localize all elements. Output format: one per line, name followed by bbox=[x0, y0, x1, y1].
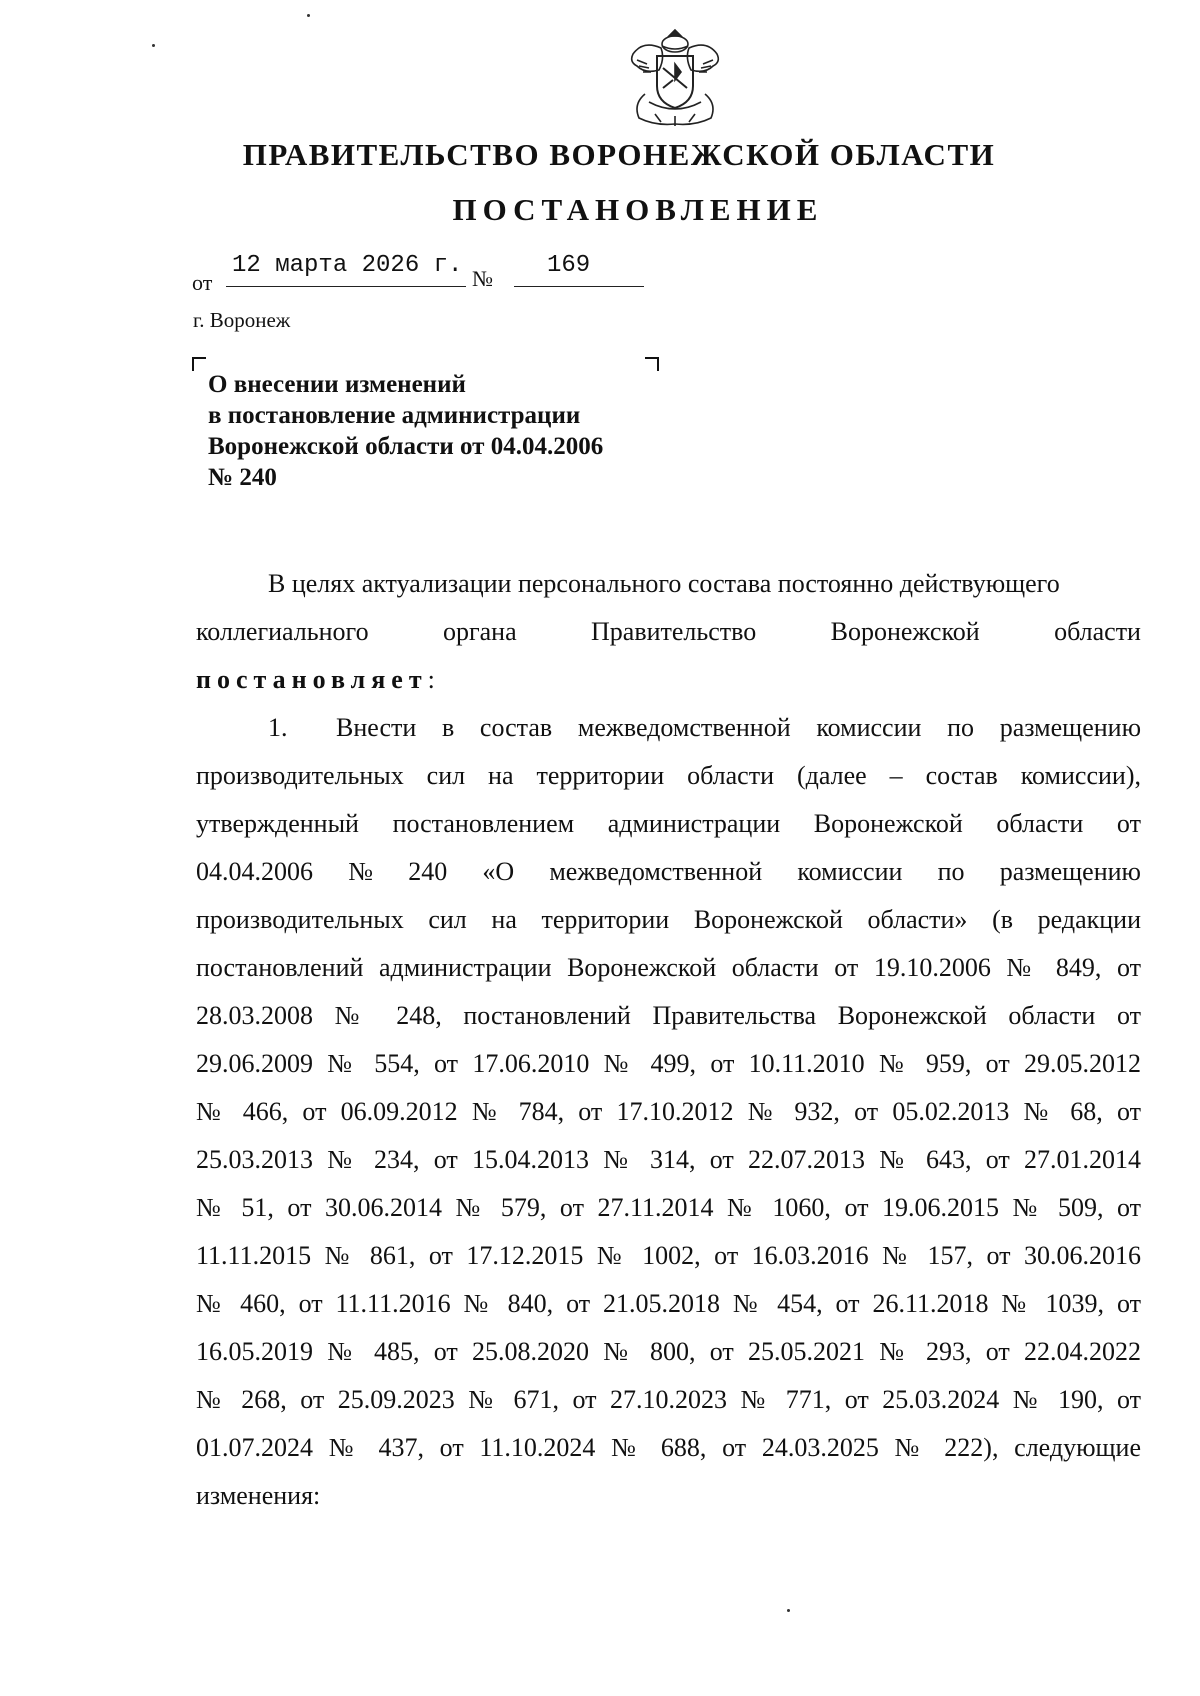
body-line bbox=[196, 1376, 1141, 1424]
body-text: производительных сил на территории Воронежской области» (в редакции bbox=[196, 905, 1141, 934]
date-value: 12 марта 2026 г. bbox=[232, 252, 463, 279]
body-word: утвержденный bbox=[196, 809, 359, 838]
item-line bbox=[196, 704, 1141, 752]
body-text: Внести в состав межведомственной комиссии по размещению bbox=[336, 713, 1141, 742]
body-text: № 460, от 11.11.2016 № 840, от 21.05.2018 № 454, от 26.11.2018 № 1039, от bbox=[196, 1289, 1141, 1318]
body-line bbox=[196, 1184, 1141, 1232]
body-text: № 268, от 25.09.2023 № 671, от 27.10.2023 № 771, от 25.03.2024 № 190, от bbox=[196, 1385, 1141, 1414]
body-line bbox=[196, 848, 1141, 896]
body-word: 04.04.2006 bbox=[196, 857, 313, 886]
body-lines bbox=[196, 752, 1141, 1472]
body-text: производительных сил на территории области (далее – состав комиссии), bbox=[196, 761, 1141, 790]
body-word: Воронежской bbox=[830, 617, 980, 646]
decree-word: постановляет bbox=[196, 665, 428, 694]
body-line bbox=[196, 560, 1141, 608]
body-line bbox=[196, 1424, 1141, 1472]
body-text: 29.06.2009 № 554, от 17.06.2010 № 499, от 10.11.2010 № 959, от 29.05.2012 bbox=[196, 1049, 1141, 1078]
body-line bbox=[196, 1328, 1141, 1376]
body-line bbox=[196, 1040, 1141, 1088]
decree-colon: : bbox=[427, 665, 435, 694]
body-text: № 466, от 06.09.2012 № 784, от 17.10.2012 № 932, от 05.02.2013 № 68, от bbox=[196, 1097, 1141, 1126]
body-word: области bbox=[996, 809, 1084, 838]
body-word: «О bbox=[482, 857, 515, 886]
subject-block bbox=[208, 369, 688, 493]
scan-speck bbox=[787, 1609, 790, 1612]
body-word: № bbox=[348, 857, 373, 886]
body-word: от bbox=[1116, 809, 1141, 838]
coat-of-arms-emblem bbox=[615, 24, 735, 134]
body-word: Правительство bbox=[591, 617, 757, 646]
scan-speck bbox=[152, 44, 155, 47]
city: г. Воронеж bbox=[193, 308, 291, 332]
body-text: № 51, от 30.06.2014 № 579, от 27.11.2014 № 1060, от 19.06.2015 № 509, от bbox=[196, 1193, 1141, 1222]
body-line bbox=[196, 1136, 1141, 1184]
body-word: комиссии bbox=[797, 857, 903, 886]
body-word: постановлением bbox=[392, 809, 575, 838]
body-text: 25.03.2013 № 234, от 15.04.2013 № 314, от 22.07.2013 № 643, от 27.01.2014 bbox=[196, 1145, 1141, 1174]
body-word: коллегиального bbox=[196, 617, 369, 646]
body-line bbox=[196, 752, 1141, 800]
document-kind-title: ПОСТАНОВЛЕНИЕ bbox=[452, 192, 824, 227]
body-line bbox=[196, 608, 1141, 656]
subject-line: № 240 bbox=[208, 464, 277, 491]
body-line bbox=[196, 896, 1141, 944]
body-line-last bbox=[196, 1472, 1141, 1520]
body-text: 01.07.2024 № 437, от 11.10.2024 № 688, от 24.03.2025 № 222), следующие bbox=[196, 1433, 1141, 1462]
body-word: размещению bbox=[999, 857, 1141, 886]
government-title: ПРАВИТЕЛЬСТВО ВОРОНЕЖСКОЙ ОБЛАСТИ bbox=[242, 137, 996, 172]
body-line bbox=[196, 944, 1141, 992]
subject-line: в постановление администрации bbox=[208, 402, 581, 429]
body-text: 28.03.2008 № 248, постановлений Правительства Воронежской области от bbox=[196, 1001, 1141, 1030]
subject-line: О внесении изменений bbox=[208, 371, 466, 398]
subject-line: Воронежской области от 04.04.2006 bbox=[208, 433, 604, 460]
body-line bbox=[196, 800, 1141, 848]
item-number: 1. bbox=[268, 713, 288, 742]
scan-speck bbox=[307, 14, 310, 17]
body-line bbox=[196, 1280, 1141, 1328]
subject-bracket-left bbox=[192, 357, 206, 371]
body-word: Воронежской bbox=[813, 809, 963, 838]
body-text: 16.05.2019 № 485, от 25.08.2020 № 800, от 25.05.2021 № 293, от 22.04.2022 bbox=[196, 1337, 1141, 1366]
body-text: В целях актуализации персонального состава постоянно действующего bbox=[268, 569, 1060, 598]
registration-line bbox=[192, 252, 672, 295]
document-body bbox=[196, 560, 1141, 1520]
body-word: по bbox=[937, 857, 965, 886]
body-text: изменения: bbox=[196, 1481, 321, 1510]
body-word: администрации bbox=[607, 809, 781, 838]
body-word: межведомственной bbox=[549, 857, 763, 886]
body-line bbox=[196, 992, 1141, 1040]
date-underline bbox=[226, 286, 466, 287]
body-line bbox=[196, 1232, 1141, 1280]
date-label: от bbox=[192, 270, 213, 295]
body-word: органа bbox=[442, 617, 517, 646]
decree-line bbox=[196, 656, 1141, 704]
body-text: постановлений администрации Воронежской области от 19.10.2006 № 849, от bbox=[196, 953, 1141, 982]
number-underline bbox=[514, 286, 644, 287]
number-value: 169 bbox=[547, 252, 591, 279]
number-label: № bbox=[472, 266, 493, 291]
body-word: 240 bbox=[408, 857, 448, 886]
body-text: 11.11.2015 № 861, от 17.12.2015 № 1002, от 16.03.2016 № 157, от 30.06.2016 bbox=[196, 1241, 1141, 1270]
body-word: области bbox=[1054, 617, 1141, 646]
body-line bbox=[196, 1088, 1141, 1136]
